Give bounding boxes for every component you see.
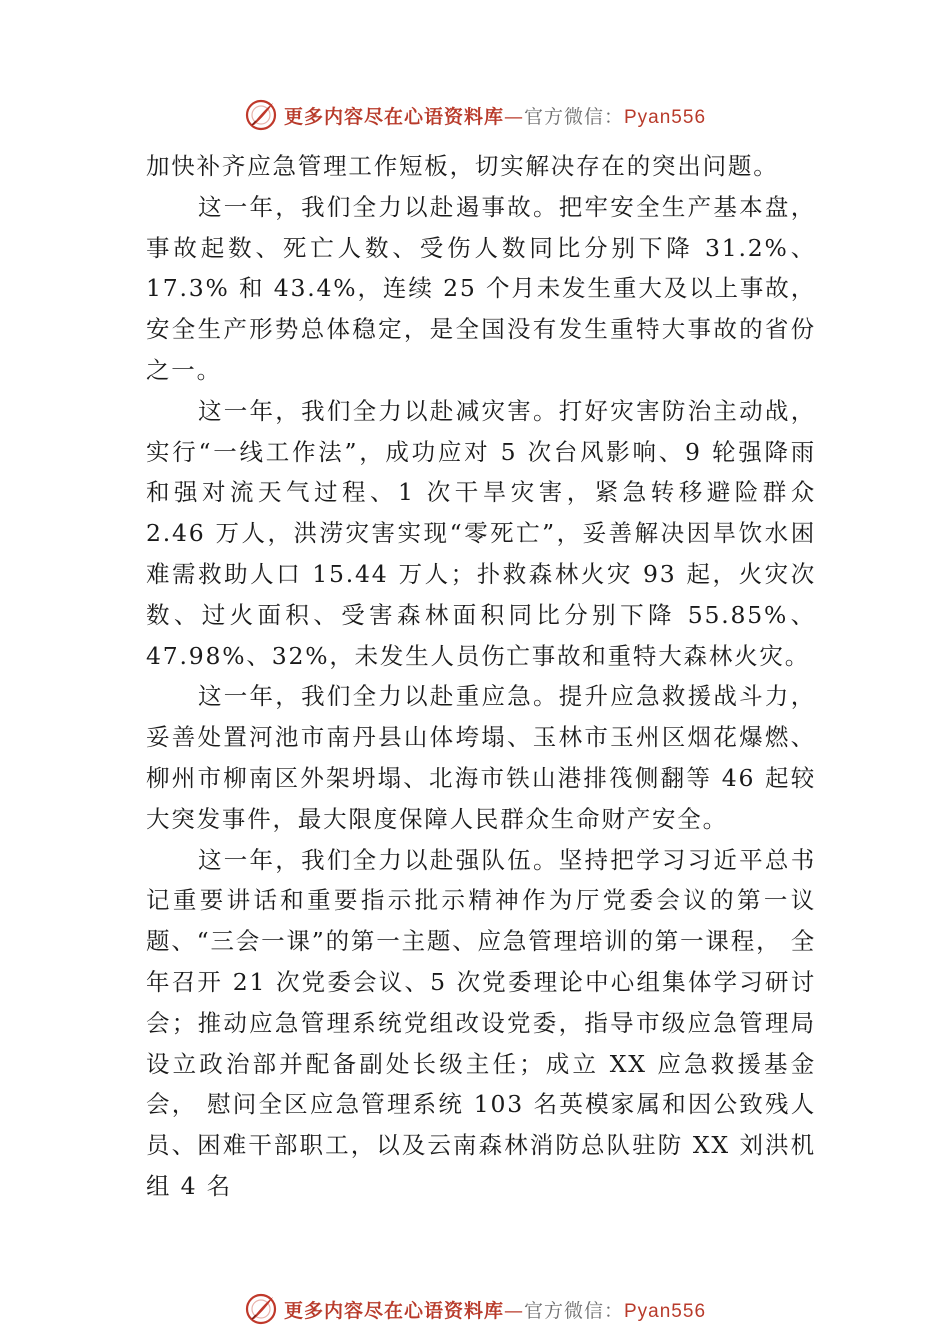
paragraph-disasters: 这一年，我们全力以赴减灾害。打好灾害防治主动战，实行“一线工作法”，成功应对 5 次台风影响、9 轮强降雨和强对流天气过程、1 次干旱灾害，紧急转移避险群众 2.46 万人，洪涝灾害实现“零死亡”，妥善解决因旱饮水困难需救助人口 15.44 万人；扑救森林火灾 93 起，火灾次数、过火面积、受害森林面积同比分别下降 55.85%、47.98%、32%，未发生人员伤亡事故和重特大森林火灾。 <box>146 396 816 670</box>
header-banner-text <box>284 102 706 129</box>
header-label: 官方微信： <box>523 105 624 128</box>
footer-banner-text <box>284 1296 706 1323</box>
footer-separator: — <box>503 1299 524 1322</box>
quill-logo-icon <box>244 1292 278 1326</box>
paragraph-team: 这一年，我们全力以赴强队伍。坚持把学习习近平总书记重要讲话和重要指示批示精神作为厅党委会议的第一议题、“三会一课”的第一主题、应急管理培训的第一课程， 全年召开 21 次党委会议、5 次党委理论中心组集体学习研讨会；推动应急管理系统党组改设党委，指导市级应急管理局设立政治部并配备副处长级主任；成立 XX 应急救援基金会， 慰问全区应急管理系统 103 名英模家属和因公致残人员、困难干部职工，以及云南森林消防总队驻防 XX 刘洪机组 4 名 <box>146 845 816 1200</box>
footer-banner <box>0 1289 950 1329</box>
paragraph-emergency: 这一年，我们全力以赴重应急。提升应急救援战斗力，妥善处置河池市南丹县山体垮塌、玉林市玉州区烟花爆燃、 柳州市柳南区外架坍塌、北海市铁山港排筏侧翻等 46 起较大突发事件，最大限度保障人民群众生命财产安全。 <box>146 682 816 833</box>
header-banner <box>0 95 950 135</box>
paragraph-accidents: 这一年，我们全力以赴遏事故。把牢安全生产基本盘，事故起数、死亡人数、受伤人数同比分别下降 31.2%、17.3% 和 43.4%，连续 25 个月未发生重大及以上事故，安全生产形势总体稳定，是全国没有发生重特大事故的省份之一。 <box>146 192 816 384</box>
footer-wechat-id: Pyan556 <box>624 1300 707 1322</box>
paragraph-continuation: 加快补齐应急管理工作短板，切实解决存在的突出问题。 <box>146 152 779 180</box>
footer-label: 官方微信： <box>523 1299 624 1322</box>
quill-logo-icon <box>244 98 278 132</box>
header-brand: 更多内容尽在心语资料库 <box>283 105 504 128</box>
header-separator: — <box>503 105 524 128</box>
header-wechat-id: Pyan556 <box>624 106 707 128</box>
footer-brand: 更多内容尽在心语资料库 <box>283 1299 504 1322</box>
document-body <box>146 146 816 1207</box>
